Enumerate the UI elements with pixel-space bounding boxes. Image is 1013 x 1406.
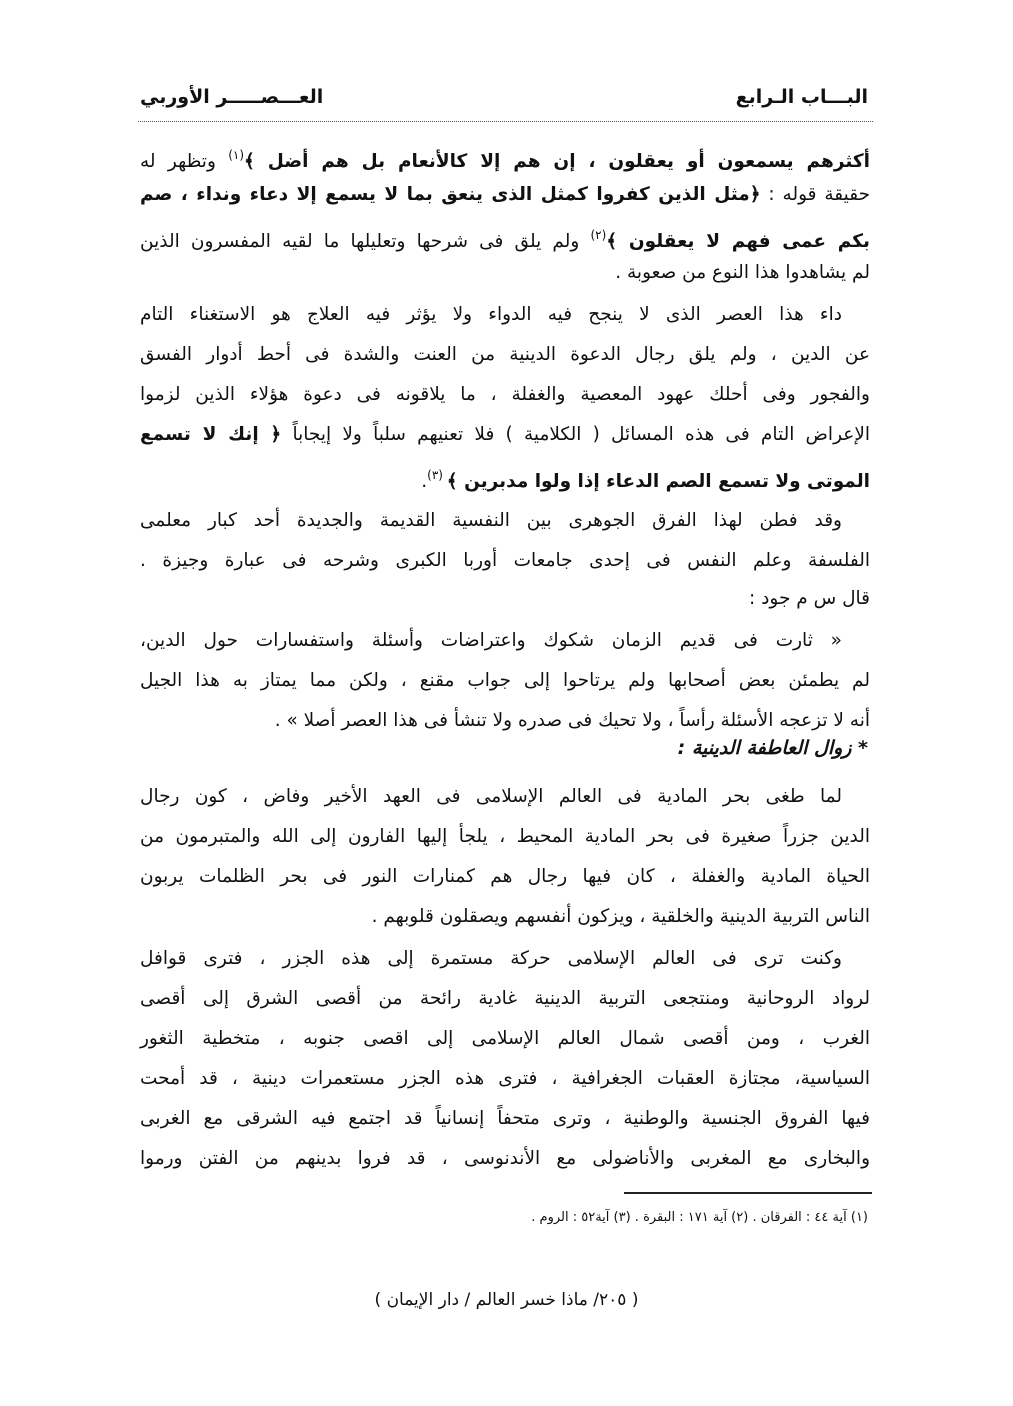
text-segment: الإعراض التام فى هذه المسائل ( الكلامية ) فلا تعنيهم سلباً ولا إيجاباً	[281, 424, 871, 445]
text-line	[140, 626, 870, 656]
text-segment: أنه لا تزعجه الأسئلة رأساً ، ولا تحيك فى صدره ولا تنشأ فى هذا العصر أصلا » .	[274, 710, 870, 731]
text-line	[140, 180, 870, 210]
text-line	[140, 782, 870, 812]
text-segment: الحياة المادية والغفلة ، كان فيها رجال هم كمنارات النور فى بحر الظلمات يربون	[140, 866, 870, 887]
text-line	[140, 1104, 870, 1134]
text-segment: لما طغى بحر المادية فى العالم الإسلامى فى العهد الأخير وفاض ، كون رجال	[140, 786, 842, 807]
text-line	[140, 220, 870, 257]
text-segment: « ثارت فى قديم الزمان شكوك واعتراضات وأسئلة واستفسارات حول الدين،	[140, 630, 842, 651]
footnote-ref: (٢)	[590, 228, 607, 242]
text-segment: ولم يلق فى شرحها وتعليلها ما لقيه المفسرون الذين	[140, 231, 591, 252]
running-header-section: العـــصـــــر الأوربي	[140, 86, 324, 108]
text-line	[140, 546, 870, 576]
text-segment: عن الدين ، ولم يلق رجال الدعوة الدينية من العنت والشدة فى أحط أدوار الفسق	[140, 344, 870, 365]
text-segment: لرواد الروحانية ومنتجعى التربية الدينية غادية رائحة من أقصى الشرق إلى أقصى	[140, 988, 870, 1009]
section-heading: * زوال العاطفة الدينية :	[677, 737, 868, 759]
text-segment: الفلسفة وعلم النفس فى إحدى جامعات أوربا الكبرى وشرحه فى عبارة وجيزة .	[140, 550, 870, 571]
text-segment: الغرب ، ومن أقصى شمال العالم الإسلامى إلى اقصى جنوبه ، متخطية الثغور	[140, 1028, 870, 1049]
text-segment: .	[421, 471, 428, 492]
quran-quote: بكم عمى فهم لا يعقلون ﴾	[606, 231, 870, 252]
text-line	[140, 258, 870, 288]
text-segment: الناس التربية الدينية والخلقية ، ويزكون أنفسهم ويصقلون قلوبهم .	[371, 906, 870, 927]
text-segment: والبخارى مع المغربى والأناضولى مع الأندنوسى ، قد فروا بدينهم من الفتن ورموا	[140, 1148, 870, 1169]
text-segment: وقد فطن لهذا الفرق الجوهرى بين النفسية القديمة والجديدة أحد كبار معلمى	[140, 510, 842, 531]
text-line	[140, 822, 870, 852]
text-line	[140, 902, 870, 932]
text-line	[140, 944, 870, 974]
footnote-ref: (١)	[228, 148, 245, 162]
text-line	[140, 140, 870, 177]
text-line	[140, 300, 870, 330]
text-segment: لم يطمئن بعض أصحابها ولم يرتاحوا إلى جواب مقنع ، ولكن مما يمتاز به هذا الجيل	[140, 670, 870, 691]
running-header-chapter: البـــاب الـرابع	[735, 86, 868, 108]
text-line	[140, 380, 870, 410]
text-line	[140, 460, 870, 497]
footnote-ref: (٣)	[427, 468, 447, 482]
page-footer: ( ٢٠٥/ ماذا خسر العالم / دار الإيمان )	[374, 1290, 639, 1310]
text-segment: وكنت ترى فى العالم الإسلامى حركة مستمرة إلى هذه الجزر ، فترى قوافل	[140, 948, 842, 969]
text-segment: والفجور وفى أحلك عهود المعصية والغفلة ، ما يلاقونه فى دعوة هؤلاء الذين لزموا	[140, 384, 870, 405]
text-line	[140, 706, 870, 736]
quran-quote: أكثرهم يسمعون أو يعقلون ، إن هم إلا كالأنعام بل هم أضل ﴾	[244, 151, 870, 172]
text-segment: وتظهر له	[140, 151, 229, 172]
text-segment: لم يشاهدوا هذا النوع من صعوبة .	[615, 262, 870, 283]
text-line	[140, 1064, 870, 1094]
text-segment: قال س م جود :	[749, 588, 870, 609]
text-line	[140, 862, 870, 892]
quran-quote: ﴿ إنك لا تسمع	[140, 424, 282, 445]
text-line	[140, 584, 870, 614]
footnote-divider	[624, 1192, 872, 1194]
footnotes: (١) آية ٤٤ : الفرقان . (٢) آية ١٧١ : البقرة . (٣) آية٥٢ : الروم .	[531, 1210, 868, 1225]
quran-quote: ﴿مثل الذين كفروا كمثل الذى ينعق بما لا يسمع إلا دعاء ونداء ، صم	[140, 184, 761, 205]
text-line	[140, 666, 870, 696]
text-segment: السياسية، مجتازة العقبات الجغرافية ، فترى هذه الجزر مستعمرات دينية ، قد أمحت	[140, 1068, 870, 1089]
text-line	[140, 340, 870, 370]
text-segment: الدين جزراً صغيرة فى بحر المادية المحيط ، يلجأ إليها الفارون إلى الله والمتبرمون من	[140, 826, 870, 847]
header-divider	[138, 121, 873, 122]
text-line	[140, 506, 870, 536]
text-segment: حقيقة قوله :	[760, 184, 871, 205]
quran-quote: الموتى ولا تسمع الصم الدعاء إذا ولوا مدبرين ﴾	[446, 471, 870, 492]
text-line	[140, 420, 870, 450]
text-line	[140, 984, 870, 1014]
text-line	[140, 1024, 870, 1054]
text-segment: داء هذا العصر الذى لا ينجح فيه الدواء ولا يؤثر فيه العلاج هو الاستغناء التام	[140, 304, 842, 325]
text-segment: فيها الفروق الجنسية والوطنية ، وترى متحفاً إنسانياً قد اجتمع فيه الشرقى مع الغربى	[140, 1108, 870, 1129]
text-line	[140, 1144, 870, 1174]
